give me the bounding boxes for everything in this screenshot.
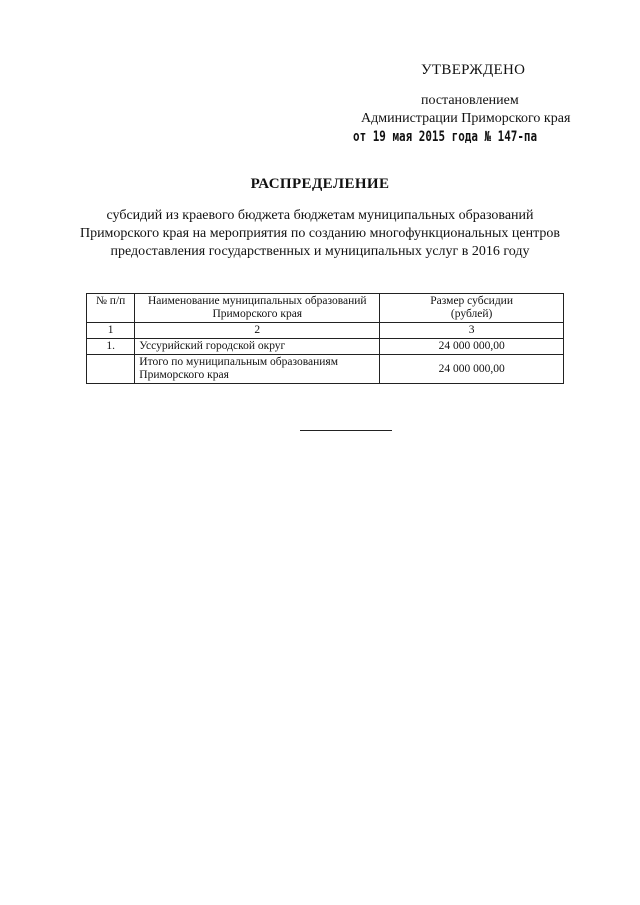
document-subtitle — [60, 207, 580, 261]
subtitle-line: предоставления государственных и муниципальных услуг в 2016 году — [110, 244, 530, 259]
approval-stamp: УТВЕРЖДЕНО — [421, 62, 526, 78]
approval-line-administration: Администрации Приморского края — [361, 111, 571, 126]
header-name-line: Наименование муниципальных образований — [148, 295, 367, 307]
total-row — [87, 355, 564, 384]
total-name — [135, 355, 380, 384]
closing-divider — [300, 430, 392, 431]
column-number: 1 — [87, 323, 135, 339]
header-num-label: № п/п — [95, 295, 126, 307]
row-amount: 24 000 000,00 — [380, 339, 564, 355]
approval-line-decree: постановлением — [421, 93, 519, 108]
row-num: 1. — [87, 339, 135, 355]
total-amount: 24 000 000,00 — [380, 355, 564, 384]
header-amount — [380, 294, 564, 323]
total-name-line: Итого по муниципальным образованиям — [139, 356, 338, 368]
column-number: 3 — [380, 323, 564, 339]
header-amount-line: (рублей) — [450, 308, 493, 320]
document-title: РАСПРЕДЕЛЕНИЕ — [250, 176, 390, 192]
column-number: 2 — [135, 323, 380, 339]
column-number-row — [87, 323, 564, 339]
distribution-table — [86, 293, 564, 384]
header-name — [135, 294, 380, 323]
total-name-line: Приморского края — [139, 369, 229, 381]
table-header-row — [87, 294, 564, 323]
header-name-line: Приморского края — [212, 308, 303, 320]
total-num — [87, 355, 135, 384]
subtitle-line: Приморского края на мероприятия по созданию многофункциональных центров — [79, 226, 561, 241]
header-num — [87, 294, 135, 323]
header-amount-line: Размер субсидии — [430, 295, 513, 307]
table-row — [87, 339, 564, 355]
subtitle-line: субсидий из краевого бюджета бюджетам муниципальных образований — [106, 208, 534, 223]
approval-line-date-number: от 19 мая 2015 года № 147-па — [353, 129, 538, 145]
row-name: Уссурийский городской округ — [135, 339, 380, 355]
